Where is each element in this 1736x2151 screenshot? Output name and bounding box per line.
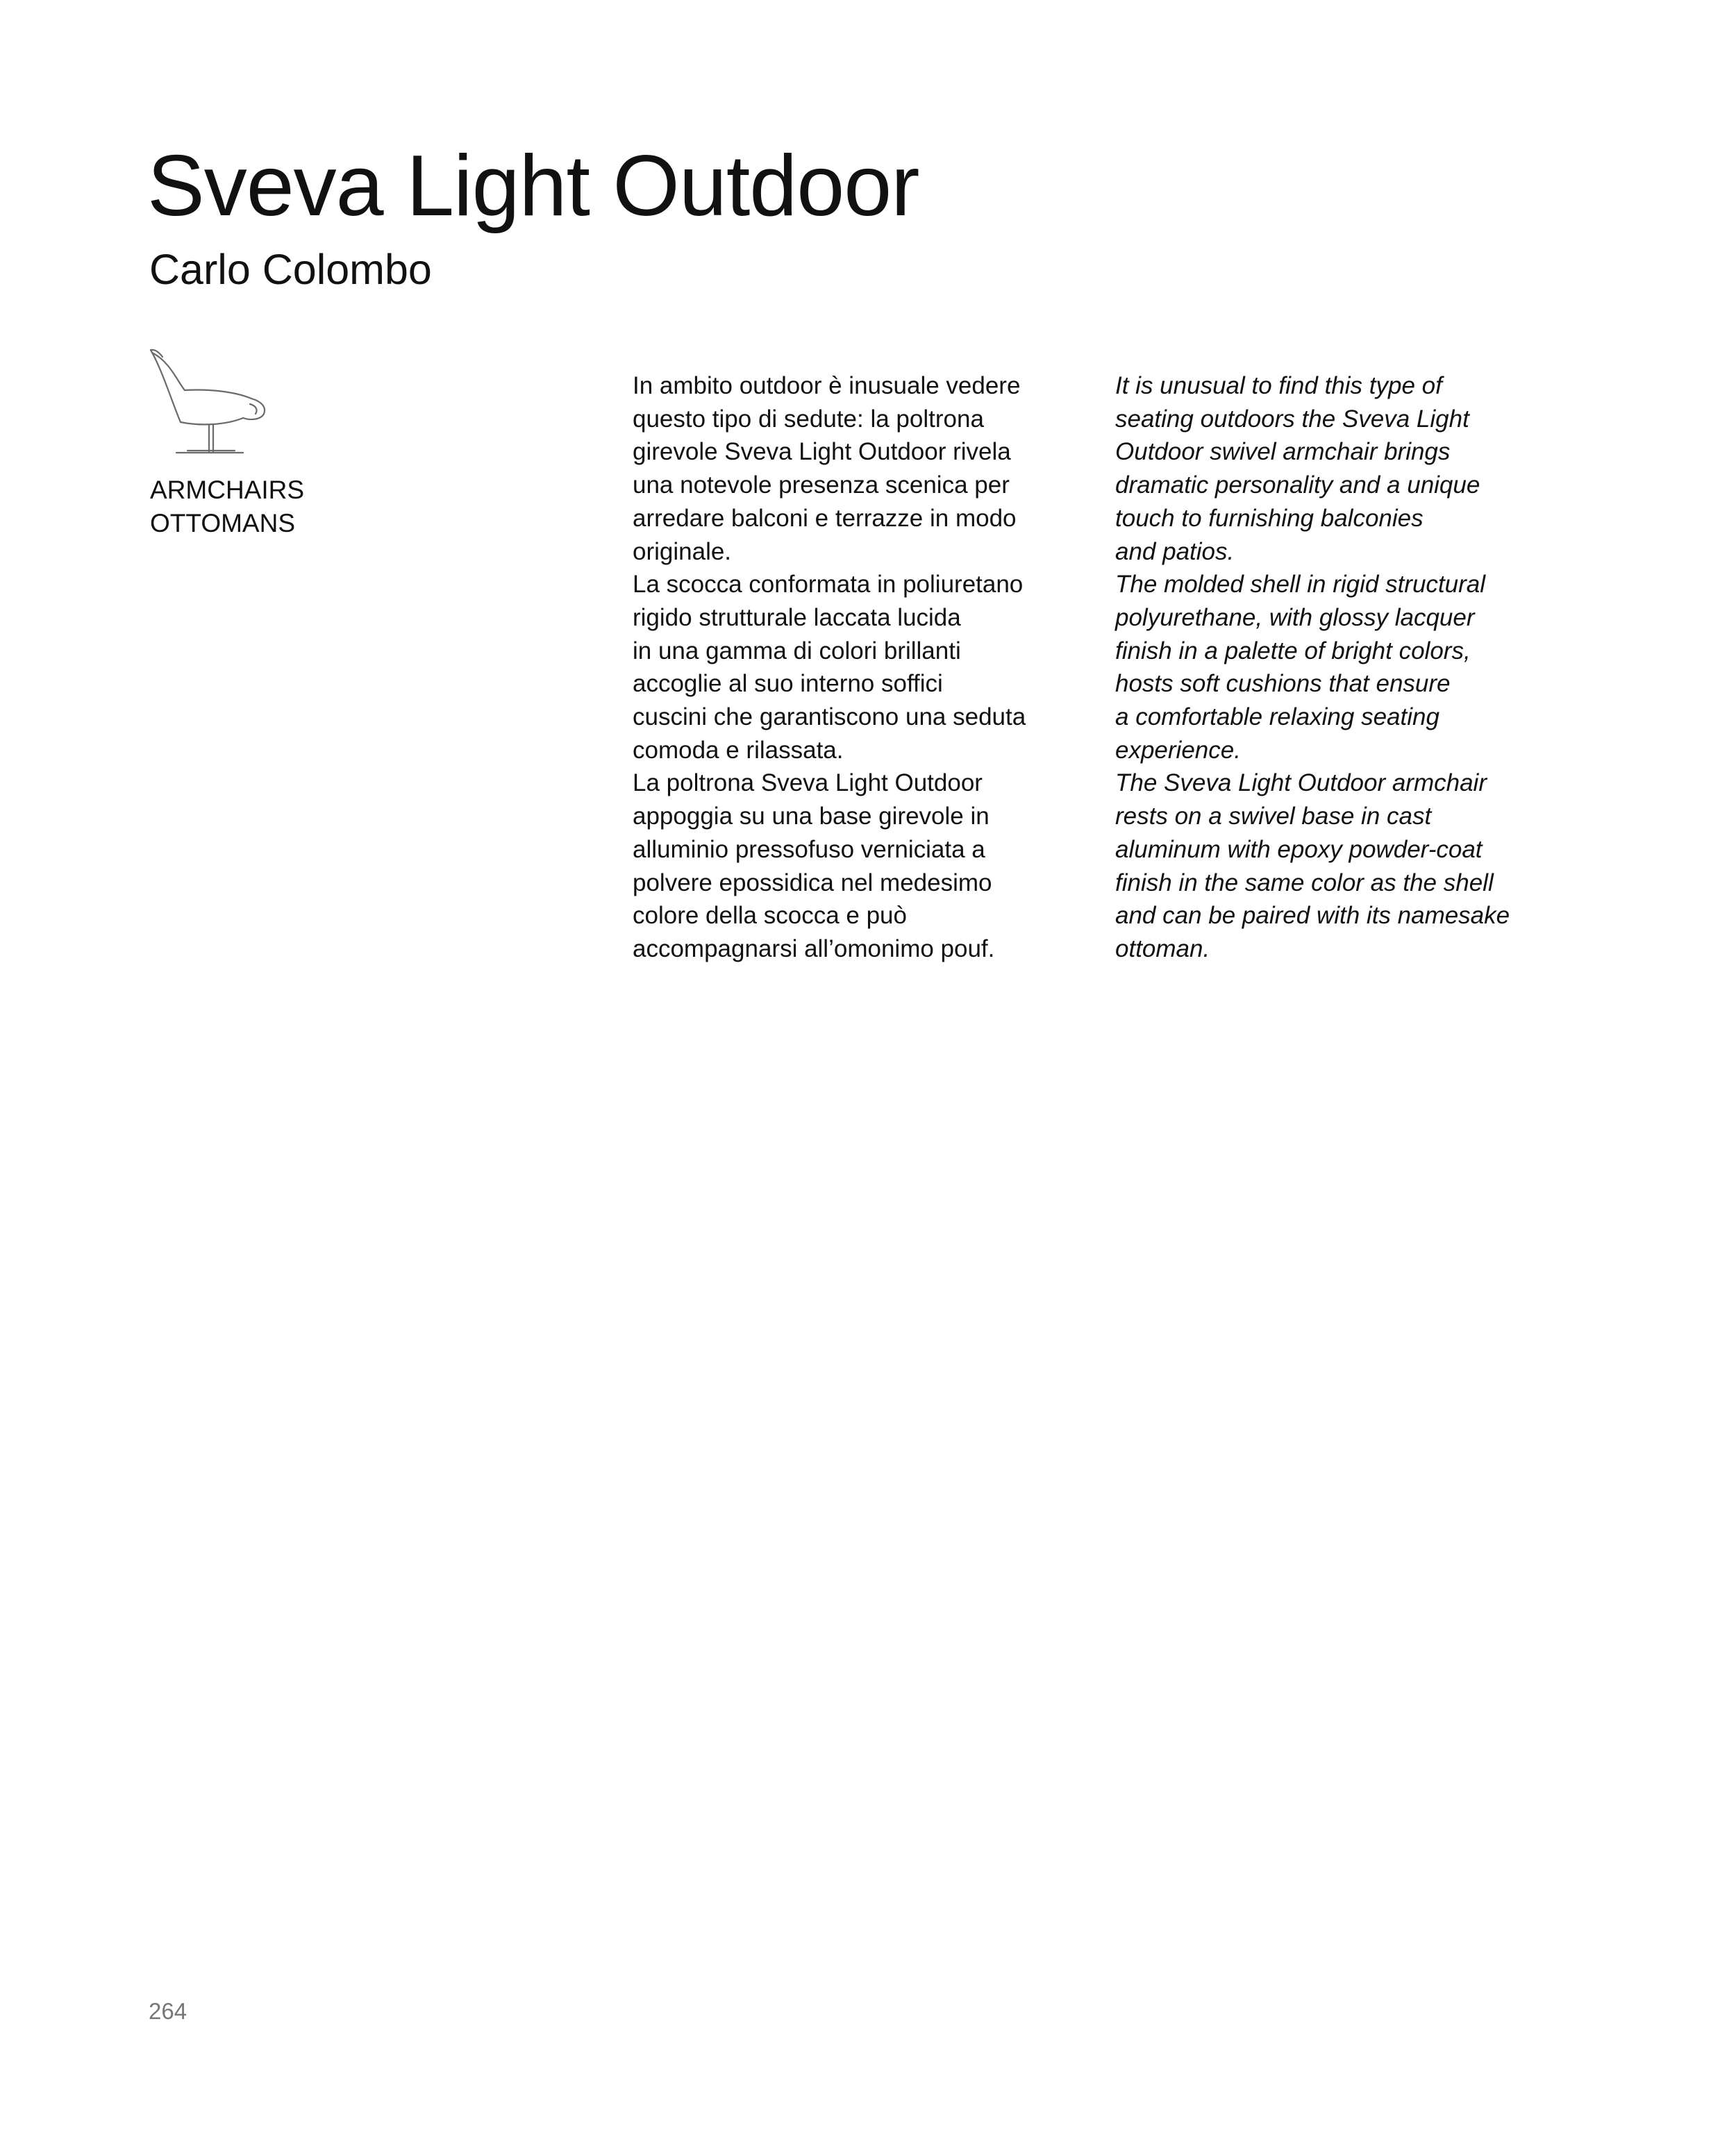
text-line: finish in a palette of bright colors,: [1115, 637, 1471, 664]
text-line: and patios.: [1115, 537, 1235, 565]
text-line: cuscini che garantiscono una seduta: [633, 703, 1026, 731]
text-line: questo tipo di sedute: la poltrona: [633, 405, 984, 433]
text-line: La poltrona Sveva Light Outdoor: [633, 769, 983, 797]
text-line: ottoman.: [1115, 935, 1210, 962]
text-line: a comfortable relaxing seating: [1115, 703, 1439, 731]
text-line: The molded shell in rigid structural: [1115, 571, 1486, 599]
text-line: The Sveva Light Outdoor armchair: [1115, 769, 1487, 797]
text-line: polvere epossidica nel medesimo: [633, 869, 992, 896]
text-line: touch to furnishing balconies: [1115, 504, 1424, 532]
text-line: una notevole presenza scenica per: [633, 471, 1010, 499]
text-line: finish in the same color as the shell: [1115, 869, 1494, 896]
text-line: alluminio pressofuso verniciata a: [633, 835, 985, 863]
text-line: appoggia su una base girevole in: [633, 803, 990, 830]
text-line: Outdoor swivel armchair brings: [1115, 438, 1451, 466]
text-line: La scocca conformata in poliuretano: [633, 571, 1024, 599]
designer-name: Carlo Colombo: [149, 246, 432, 293]
text-line: accoglie al suo interno soffici: [633, 670, 943, 698]
product-title: Sveva Light Outdoor: [147, 138, 919, 234]
text-line: girevole Sveva Light Outdoor rivela: [633, 438, 1011, 466]
page-number: 264: [149, 1998, 187, 2024]
text-line: accompagnarsi all’omonimo pouf.: [633, 935, 995, 962]
text-line: colore della scocca e può: [633, 902, 907, 930]
text-line: experience.: [1115, 736, 1241, 764]
text-line: originale.: [633, 537, 732, 565]
armchair-icon: [146, 347, 271, 458]
text-line: and can be paired with its namesake: [1115, 902, 1510, 930]
category-ottomans: OTTOMANS: [150, 509, 295, 537]
text-line: It is unusual to find this type of: [1115, 372, 1442, 399]
description-english: [1115, 369, 1510, 966]
text-line: seating outdoors the Sveva Light: [1115, 405, 1469, 433]
category-armchairs: ARMCHAIRS: [150, 476, 305, 504]
description-italian: [633, 369, 1026, 966]
text-line: aluminum with epoxy powder-coat: [1115, 835, 1483, 863]
text-line: in una gamma di colori brillanti: [633, 637, 961, 664]
text-line: dramatic personality and a unique: [1115, 471, 1480, 499]
text-line: rigido strutturale laccata lucida: [633, 603, 961, 631]
text-line: comoda e rilassata.: [633, 736, 844, 764]
text-line: In ambito outdoor è inusuale vedere: [633, 372, 1021, 399]
text-line: hosts soft cushions that ensure: [1115, 670, 1451, 698]
product-categories: [150, 474, 304, 540]
text-line: polyurethane, with glossy lacquer: [1115, 603, 1475, 631]
text-line: arredare balconi e terrazze in modo: [633, 504, 1017, 532]
text-line: rests on a swivel base in cast: [1115, 803, 1432, 830]
